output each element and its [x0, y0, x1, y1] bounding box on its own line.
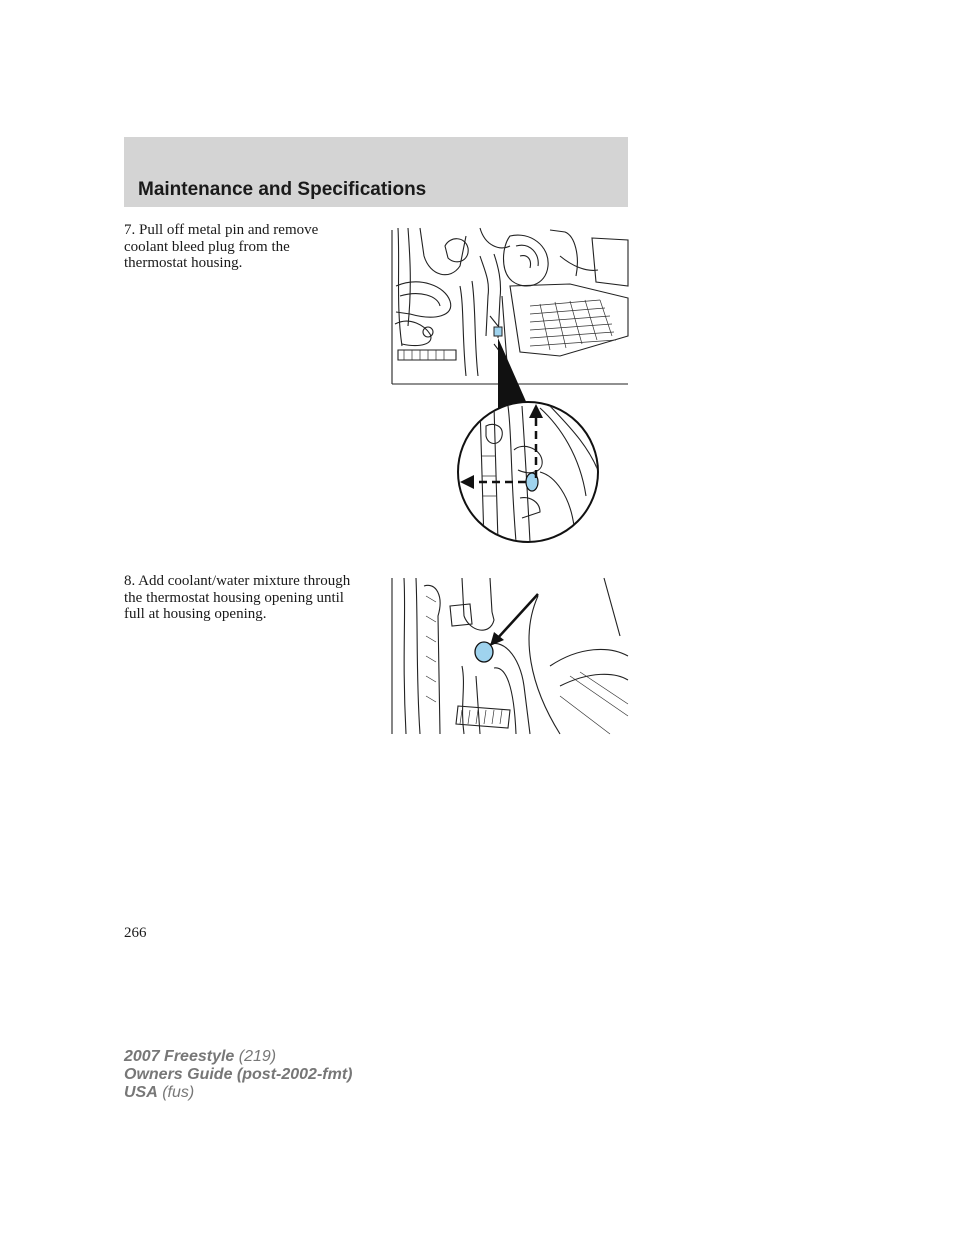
engine-fill-opening-illustration	[390, 576, 630, 736]
engine-bleed-plug-illustration	[390, 226, 630, 546]
page-number: 266	[124, 925, 147, 941]
step-7-text: 7. Pull off metal pin and remove coolant bleed plug from the thermostat housing.	[124, 222, 319, 271]
callout-pointer	[498, 338, 528, 410]
magnified-detail-circle	[458, 402, 600, 542]
engine-bay-drawing	[392, 228, 628, 384]
step-8-text: 8. Add coolant/water mixture through the thermostat housing opening until full at housing opening.	[124, 573, 351, 622]
footer-line-1: 2007 Freestyle (219)	[124, 1048, 277, 1065]
footer-line-2: Owners Guide (post-2002-fmt)	[124, 1066, 353, 1083]
document-footer	[124, 1048, 352, 1102]
footer-line-3: USA (fus)	[124, 1084, 195, 1101]
section-title: Maintenance and Specifications	[138, 179, 427, 200]
section-header-band	[124, 137, 628, 207]
